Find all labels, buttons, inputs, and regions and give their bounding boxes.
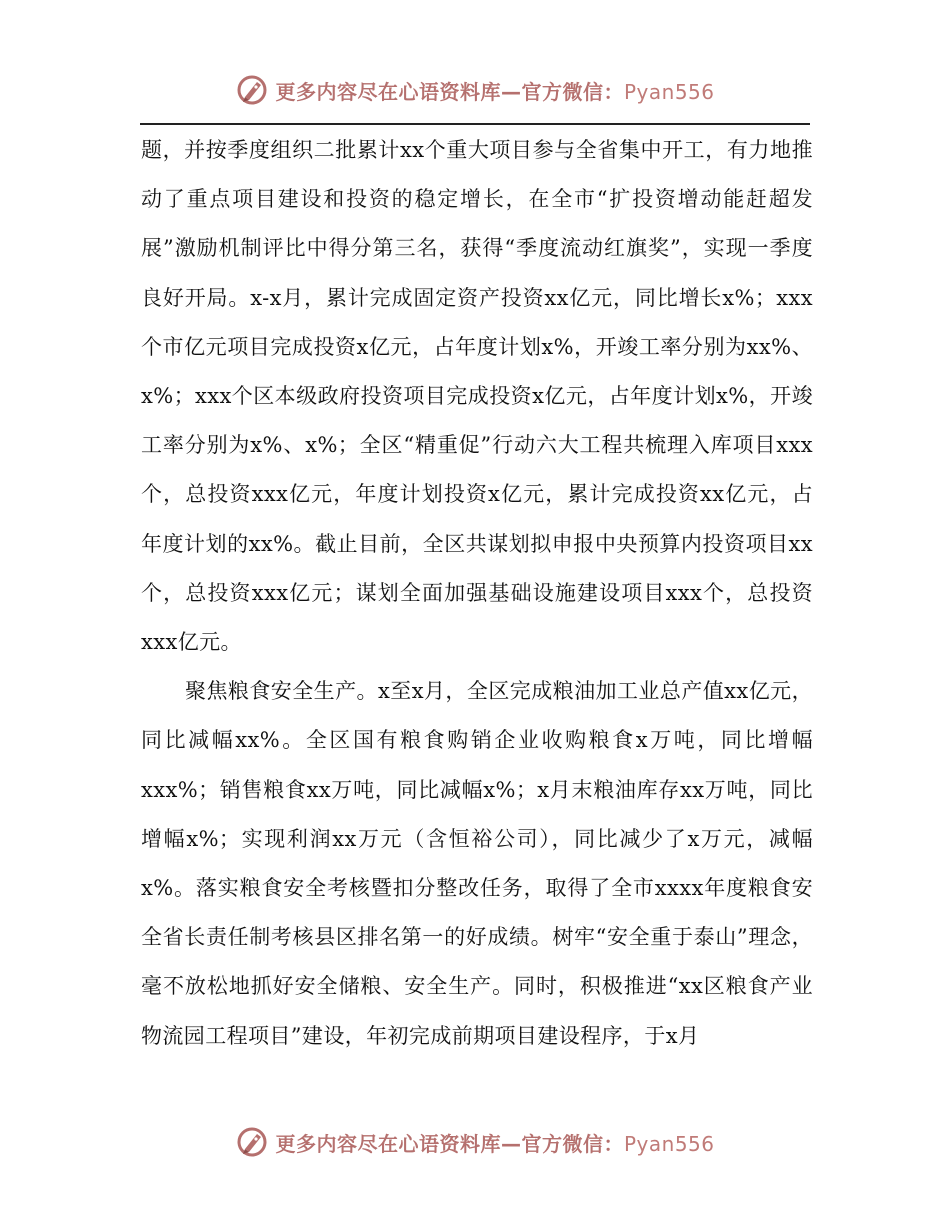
footer-banner (0, 1122, 950, 1162)
pen-nib-circle-icon (235, 1125, 269, 1159)
document-body (141, 126, 813, 1061)
header-banner-inner (235, 73, 714, 107)
footer-banner-label: 更多内容尽在心语资料库—官方微信： (275, 1131, 624, 1156)
pen-nib-circle-icon (235, 73, 269, 107)
header-banner (0, 70, 950, 110)
footer-banner-text (275, 1128, 714, 1157)
footer-banner-inner (235, 1125, 714, 1159)
header-banner-label: 更多内容尽在心语资料库—官方微信： (275, 79, 624, 104)
header-banner-wechat-id: Pyan556 (623, 79, 715, 104)
body-paragraph-2: 聚焦粮食安全生产。x至x月，全区完成粮油加工业总产值xx亿元，同比减幅xx%。全区国有粮食购销企业收购粮食x万吨，同比增幅xxx%；销售粮食xx万吨，同比减幅x%；x月末粮油库存xx万吨，同比增幅x%；实现利润xx万元（含恒裕公司），同比减少了x万元，减幅x%。落实粮食安全考核暨扣分整改任务，取得了全市xxxx年度粮食安全省长责任制考核县区排名第一的好成绩。树牢“安全重于泰山”理念，毫不放松地抓好安全储粮、安全生产。同时，积极推进“xx区粮食产业物流园工程项目”建设，年初完成前期项目建设程序，于x月 (141, 679, 813, 1048)
footer-banner-wechat-id: Pyan556 (623, 1131, 715, 1156)
body-paragraph-1: 题，并按季度组织二批累计xx个重大项目参与全省集中开工，有力地推动了重点项目建设和投资的稳定增长，在全市“扩投资增动能赶超发展”激励机制评比中得分第三名，获得“季度流动红旗奖”，实现一季度良好开局。x-x月，累计完成固定资产投资xx亿元，同比增长x%；xxx个市亿元项目完成投资x亿元，占年度计划x%，开竣工率分别为xx%、x%；xxx个区本级政府投资项目完成投资x亿元，占年度计划x%，开竣工率分别为x%、x%；全区“精重促”行动六大工程共梳理入库项目xxx个，总投资xxx亿元，年度计划投资x亿元，累计完成投资xx亿元，占年度计划的xx%。截止目前，全区共谋划拟申报中央预算内投资项目xx个，总投资xxx亿元；谋划全面加强基础设施建设项目xxx个，总投资xxx亿元。 (141, 138, 813, 655)
header-divider (140, 123, 810, 125)
header-banner-text (275, 76, 714, 105)
